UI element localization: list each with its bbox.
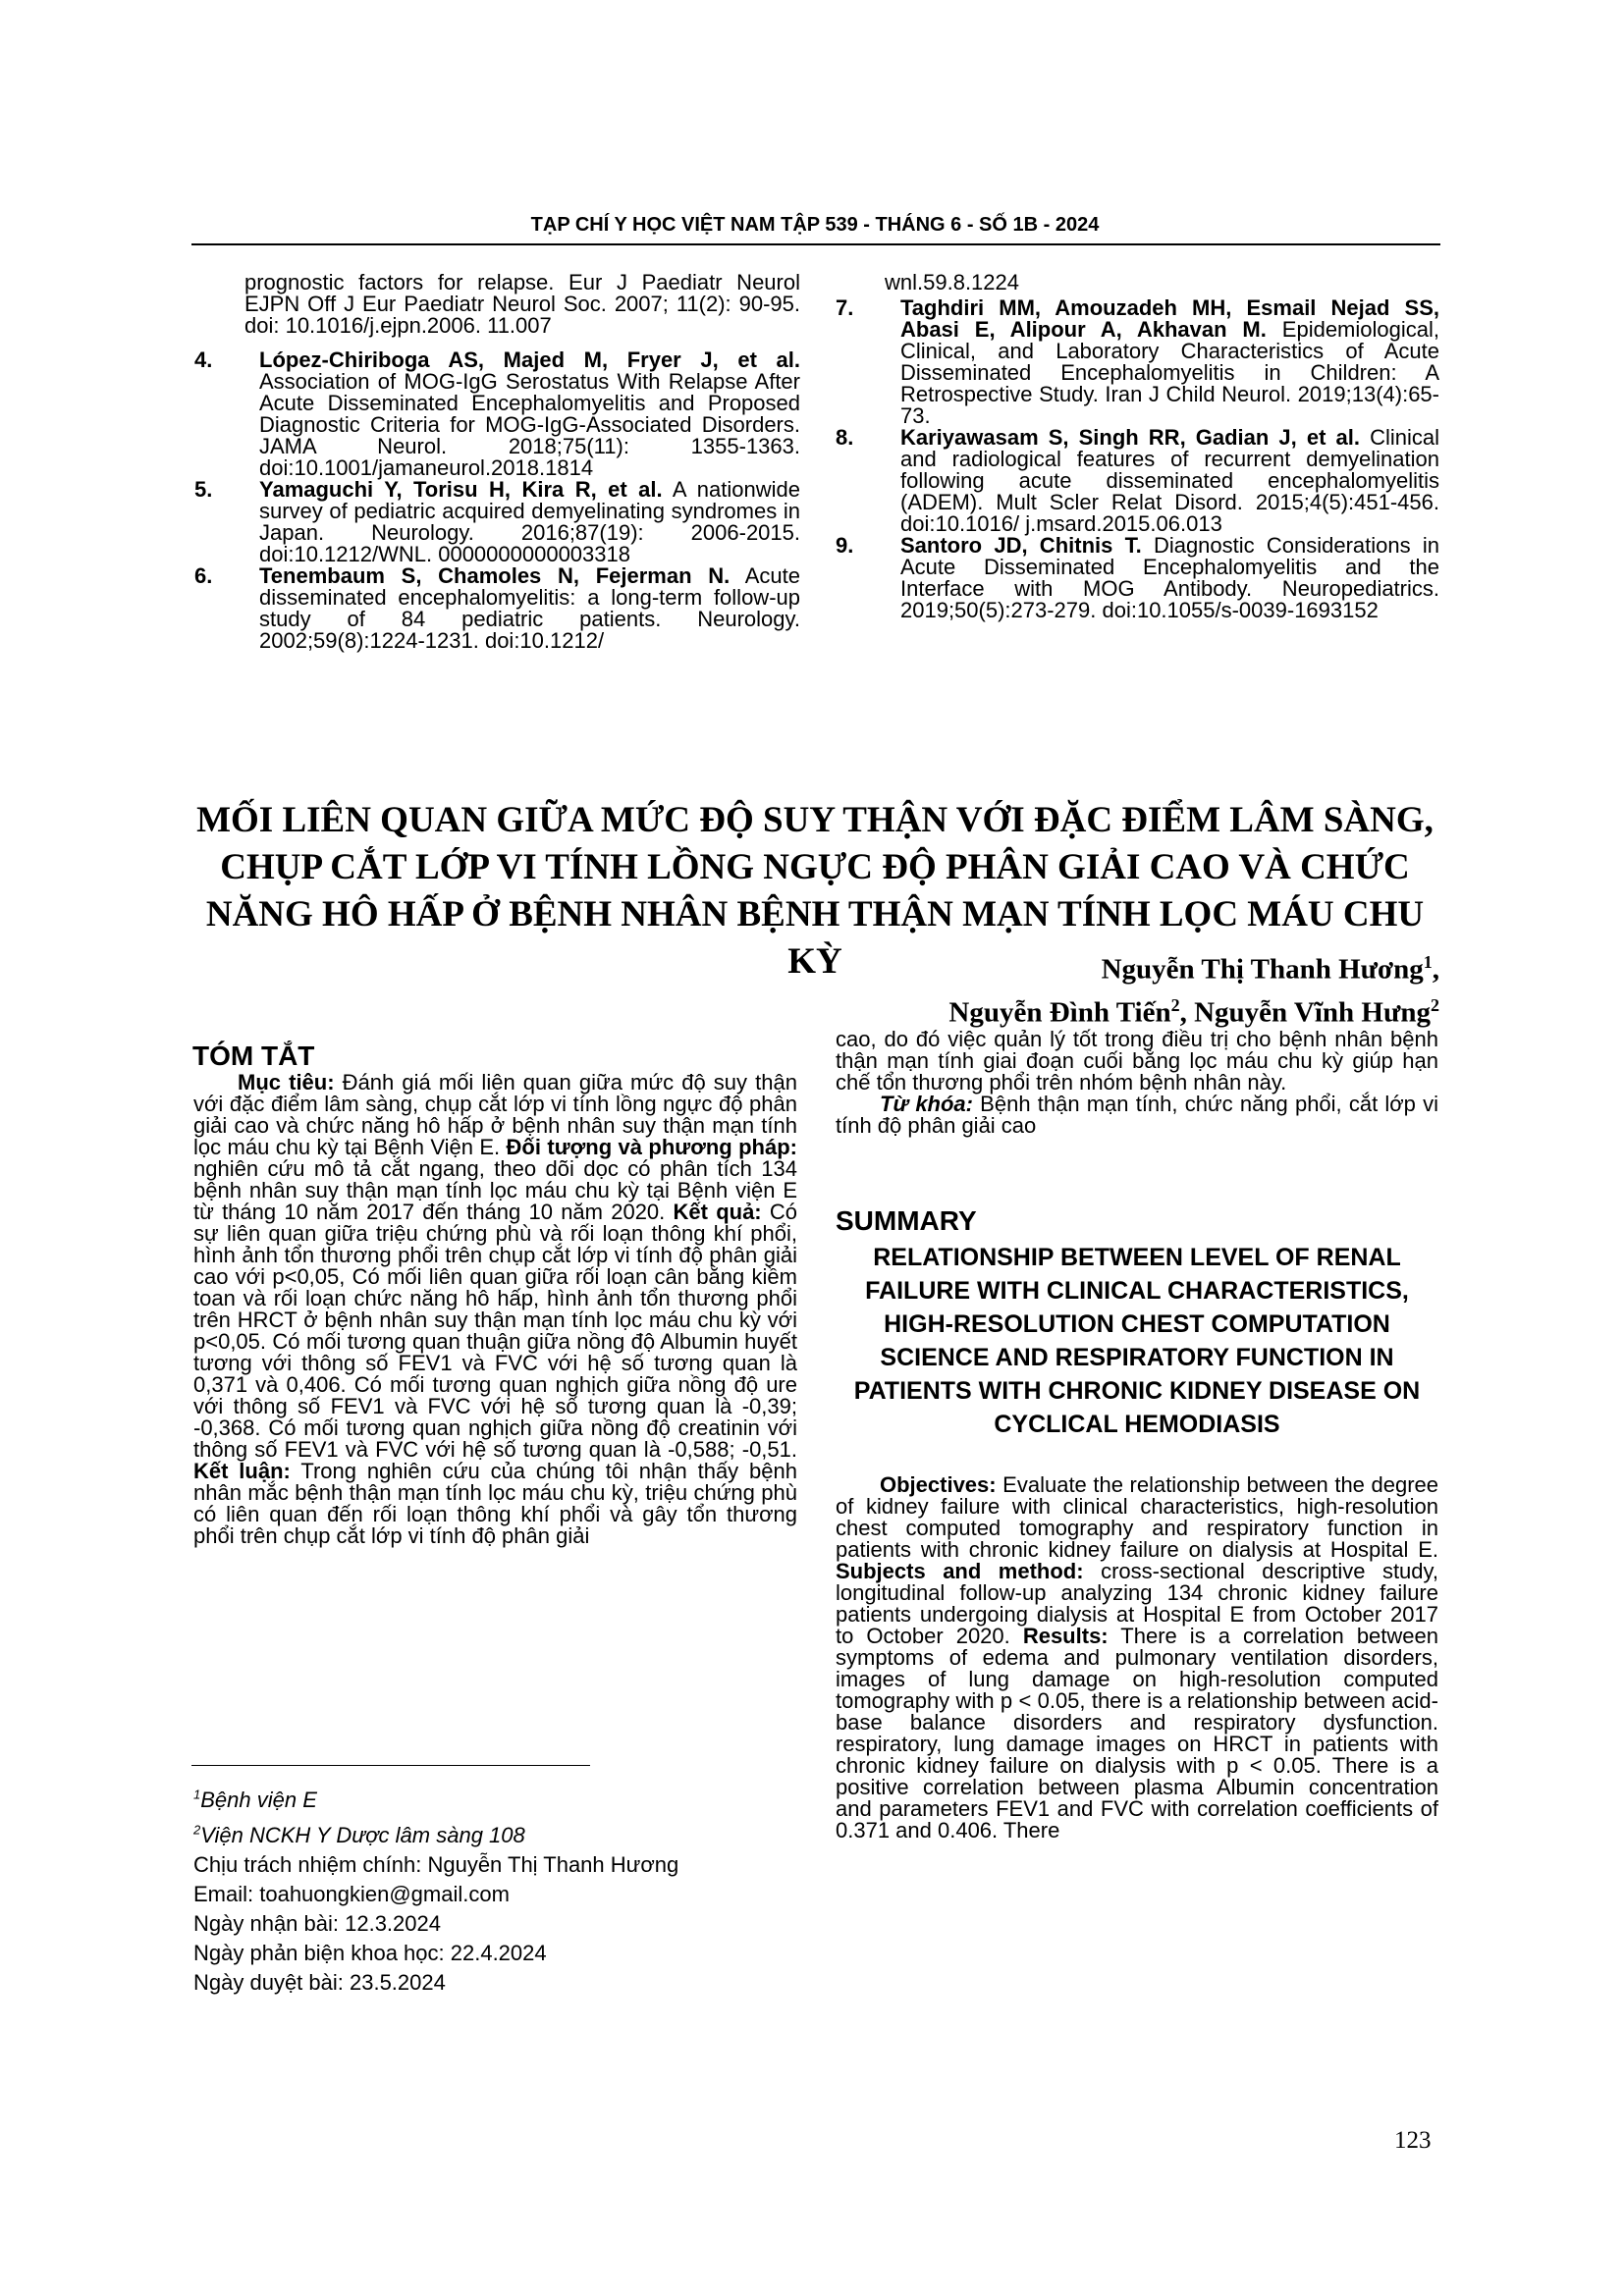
abstract-method-text: nghiên cứu mô tả cắt ngang, theo dõi dọc có phân tích 134 bệnh nhân suy thận mạn tính lọc máu chu kỳ tại Bệnh viện E từ tháng 10 năm 2017 đến tháng 10 năm 2020. <box>193 1156 797 1224</box>
article-title-line: CHỤP CẮT LỚP VI TÍNH LỒNG NGỰC ĐỘ PHÂN GIẢI CAO VÀ CHỨC <box>220 847 1410 887</box>
footnote-text: Viện NCKH Y Dược lâm sàng 108 <box>200 1822 525 1847</box>
author-affiliation-mark: 2 <box>1170 994 1180 1015</box>
references-right-list <box>836 297 1439 621</box>
keywords <box>836 1094 1438 1137</box>
author-affiliation-mark: 2 <box>1431 994 1439 1015</box>
summary-paragraph <box>836 1474 1438 1842</box>
reference-item-9 <box>836 535 1439 621</box>
author-line-1: Nguyễn Thị Thanh Hương$^1$, <box>1101 952 1439 986</box>
reference-text <box>900 297 1439 427</box>
abstract-label-conclusion: Kết luận: <box>193 1459 291 1483</box>
footnote-mark: 2 <box>193 1822 201 1838</box>
references-right <box>885 272 1439 294</box>
reference-item-5 <box>194 479 800 565</box>
summary-method-text: cross-sectional descriptive study, longitudinal follow-up analyzing 134 chronic kidney failure patients undergoing dialysis at Hospital E from October 2017 to October 2020. <box>836 1559 1439 1648</box>
footnote-corresponding-author: Chịu trách nhiệm chính: Nguyễn Thị Thanh Hương <box>193 1851 679 1877</box>
reference-number: 4. <box>194 347 213 372</box>
reference-text <box>900 535 1439 621</box>
abstract-results-text: Có sự liên quan giữa triệu chứng phù và rối loạn thông khí phổi, hình ảnh tổn thương phổi trên chụp cắt lớp vi tính độ phân giải cao với p<0,05, Có mối liên quan giữa rối loạn cân bằng kiềm toan và rối loạn chức năng hô hấp, hình ảnh tổn thương phổi trên HRCT ở bệnh nhân suy thận mạn tính lọc máu chu kỳ với p<0,05. Có mối tương quan thuận giữa nồng độ Albumin huyết tương với thông số FEV1 và FVC với hệ số tương quan là 0,371 và 0,406. Có mối tương quan nghịch giữa nồng độ ure với thông số FEV1 và FVC với hệ số tương quan là -0,39; -0,368. Có mối tương quan nghịch giữa nồng độ creatinin với thông số FEV1 và FVC với hệ số tương quan là -0,588; -0,51. <box>193 1200 797 1462</box>
reference-continuation: wnl.59.8.1224 <box>885 270 1019 294</box>
reference-details: Diagnostic Considerations in Acute Disseminated Encephalomyelitis and the Interface with MOG Antibody. Neuropediatrics. 2019;50(5):273-279. doi:10.1055/s-0039-1693152 <box>900 533 1439 622</box>
abstract-conclusion-text: Trong nghiên cứu của chúng tôi nhận thấy bệnh nhân mắc bệnh thận mạn tính lọc máu chu kỳ, triệu chứng phù có liên quan đến rối loạn thông khí phổi và gây tổn thương phổi trên chụp cắt lớp vi tính độ phân giải <box>193 1459 797 1548</box>
references-left-list <box>194 349 800 652</box>
footnote-mark: 1 <box>193 1788 201 1802</box>
summary-results-text: There is a correlation between symptoms of edema and pulmonary ventilation disorders, images of lung damage on high-resolution computed tomography with p < 0.05, there is a relationship between acid-base balance disorders and respiratory dysfunction. respiratory, lung damage images on HRCT in patients with chronic kidney failure on dialysis with p < 0.05. There is a positive correlation between plasma Albumin concentration and parameters FEV1 and FVC with correlation coefficients of 0.371 and 0.406. There <box>836 1624 1438 1842</box>
reference-text <box>259 479 800 565</box>
article-title-line: NĂNG HÔ HẤP Ở BỆNH NHÂN BỆNH THẬN MẠN TÍNH LỌC MÁU CHU KỲ <box>205 894 1425 982</box>
journal-header: TẠP CHÍ Y HỌC VIỆT NAM TẬP 539 - THÁNG 6 - SỐ 1B - 2024 <box>530 214 1100 236</box>
summary-label-results: Results: <box>1022 1624 1109 1648</box>
reference-text <box>259 349 800 479</box>
abstract-continuation <box>836 1029 1438 1137</box>
reference-authors: Tenembaum S, Chamoles N, Fejerman N. <box>259 563 731 588</box>
summary-objectives-text: Evaluate the relationship between the degree of kidney failure with clinical characteristics, high-resolution chest computed tomography and respiratory function in patients with chronic kidney failure on dialysis at Hospital E. <box>836 1472 1438 1562</box>
reference-number: 7. <box>836 295 854 320</box>
article-title-line: MỐI LIÊN QUAN GIỮA MỨC ĐỘ SUY THẬN VỚI ĐẶC ĐIỂM LÂM SÀNG, <box>196 800 1434 840</box>
reference-continuation: prognostic factors for relapse. Eur J Paediatr Neurol EJPN Off J Eur Paediatr Neurol Soc. 2007; 11(2): 90-95. doi: 10.1016/j.ejpn.2006. 11.007 <box>244 270 800 338</box>
reference-authors: López-Chiriboga AS, Majed M, Fryer J, et al. <box>259 347 800 372</box>
abstract-objective-text: Đánh giá mối liên quan giữa mức độ suy thận với đặc điểm lâm sàng, chụp cắt lớp vi tính lồng ngực độ phân giải cao và chức năng hô hấp ở bệnh nhân suy thận mạn tính lọc máu chu kỳ tại Bệnh Viện E. <box>193 1070 797 1159</box>
reference-number: 9. <box>836 533 854 558</box>
footnote-accepted-date: Ngày duyệt bài: 23.5.2024 <box>193 1969 446 1995</box>
author-affiliation-mark: 1 <box>1423 952 1433 972</box>
abstract-label-results: Kết quả: <box>673 1200 762 1224</box>
reference-authors: Kariyawasam S, Singh RR, Gadian J, et al. <box>900 425 1360 450</box>
abstract-conclusion-continuation: cao, do đó việc quản lý tốt trong điều trị cho bệnh nhân bệnh thận mạn tính giai đoạn cuối bằng lọc máu chu kỳ giúp hạn chế tổn thương phổi trên nhóm bệnh nhân này. <box>836 1027 1438 1095</box>
summary-heading: SUMMARY <box>836 1205 977 1236</box>
author-name: Nguyễn Đình Tiến <box>948 996 1171 1029</box>
summary-body <box>836 1474 1438 1842</box>
references-left <box>244 272 800 337</box>
footnote-text: Bệnh viện E <box>200 1788 317 1813</box>
reference-details: Clinical and radiological features of recurrent demyelination following acute disseminated encephalomyelitis (ADEM). Mult Scler Relat Disord. 2015;4(5):451-456. doi:10.1016/ j.msard.2015.06.013 <box>900 425 1439 536</box>
abstract-body <box>193 1072 797 1547</box>
footnote-affiliation-2 <box>193 1815 678 1849</box>
summary-title: RELATIONSHIP BETWEEN LEVEL OF RENAL FAILURE WITH CLINICAL CHARACTERISTICS, HIGH-RESOLUTION CHEST COMPUTATION SCIENCE AND RESPIRATORY FUNCTION IN PATIENTS WITH CHRONIC KIDNEY DISEASE ON CYCLICAL HEMODIASIS <box>853 1244 1421 1438</box>
reference-text <box>900 427 1439 535</box>
reference-authors: Taghdiri MM, Amouzadeh MH, Esmail Nejad SS, Abasi E, Alipour A, Akhavan M. <box>900 295 1439 342</box>
reference-authors: Yamaguchi Y, Torisu H, Kira R, et al. <box>259 477 663 502</box>
footnote-review-date: Ngày phản biện khoa học: 22.4.2024 <box>193 1940 547 1965</box>
abstract-label-method: Đối tượng và phương pháp: <box>506 1135 797 1159</box>
reference-item-8 <box>836 427 1439 535</box>
reference-text <box>259 565 800 652</box>
reference-details: Association of MOG-IgG Serostatus With Relapse After Acute Disseminated Encephalomyelitis and Proposed Diagnostic Criteria for MOG-IgG-Associated Disorders. JAMA Neurol. 2018;75(11): 1355-1363. doi:10.1001/jamaneurol.2018.1814 <box>259 369 800 480</box>
reference-details: A nationwide survey of pediatric acquired demyelinating syndromes in Japan. Neurology. 2016;87(19): 2006-2015. doi:10.1212/WNL. 0000000000003318 <box>259 477 800 566</box>
reference-details: Acute disseminated encephalomyelitis: a long-term follow-up study of 84 pediatric patients. Neurology. 2002;59(8):1224-1231. doi:10.1212/ <box>259 563 800 653</box>
summary-label-method: Subjects and method: <box>836 1559 1084 1583</box>
footnotes <box>193 1781 678 1998</box>
reference-number: 5. <box>194 477 213 502</box>
article-authors <box>948 944 1439 1030</box>
abstract-label-objective: Mục tiêu: <box>238 1070 335 1095</box>
footnote-received-date: Ngày nhận bài: 12.3.2024 <box>193 1910 441 1936</box>
author-name: Nguyễn Vĩnh Hưng <box>1194 996 1431 1029</box>
reference-number: 8. <box>836 425 854 450</box>
author-line-2: Nguyễn Đình Tiến$^2$, Nguyễn Vĩnh Hưng$^2$ <box>948 994 1439 1029</box>
page-number: 123 <box>1394 2127 1432 2154</box>
abstract-paragraph <box>193 1072 797 1547</box>
reference-item-7 <box>836 297 1439 427</box>
header-rule <box>191 243 1440 245</box>
footnote-affiliation-1 <box>193 1781 678 1815</box>
reference-item-6 <box>194 565 800 652</box>
keywords-label: Từ khóa: <box>880 1092 973 1116</box>
reference-item-4 <box>194 349 800 479</box>
reference-details: Epidemiological, Clinical, and Laboratory Characteristics of Acute Disseminated Encephalomyelitis in Children: A Retrospective Study. Iran J Child Neurol. 2019;13(4):65-73. <box>900 317 1439 428</box>
keywords-text: Bệnh thận mạn tính, chức năng phổi, cắt lớp vi tính độ phân giải cao <box>836 1092 1438 1138</box>
reference-number: 6. <box>194 563 213 588</box>
reference-authors: Santoro JD, Chitnis T. <box>900 533 1142 558</box>
abstract-heading: TÓM TẮT <box>192 1041 315 1071</box>
summary-label-objectives: Objectives: <box>880 1472 997 1497</box>
author-name: Nguyễn Thị Thanh Hương <box>1101 953 1424 986</box>
footnote-rule <box>191 1765 590 1766</box>
footnote-email: Email: toahuongkien@gmail.com <box>193 1881 510 1906</box>
